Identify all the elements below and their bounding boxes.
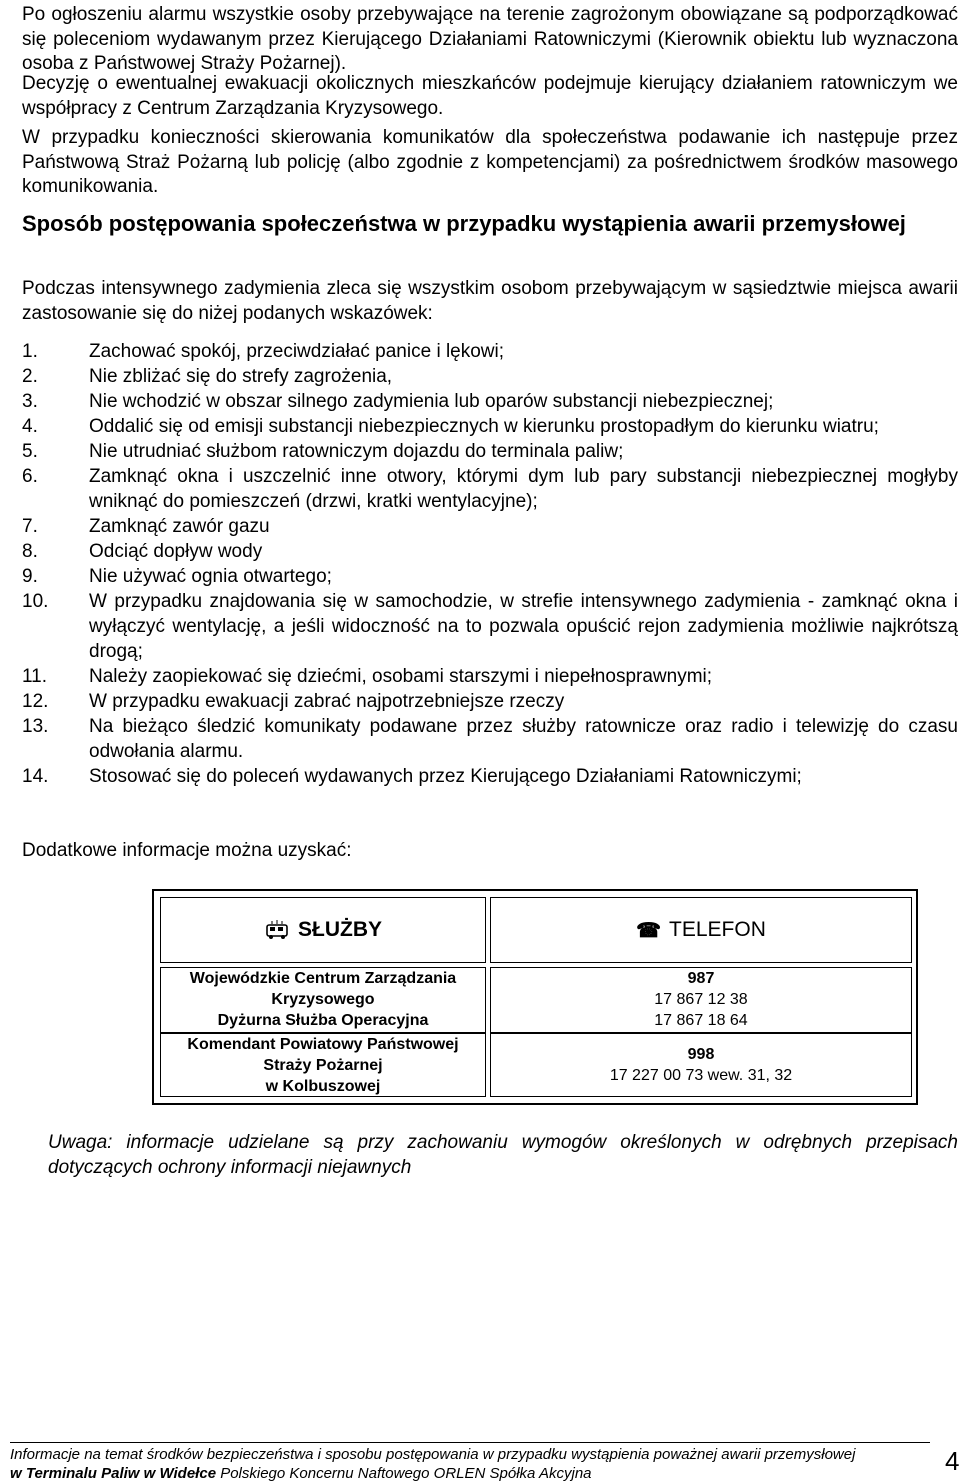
list-item [22, 339, 958, 364]
paragraph-alarm: Po ogłoszeniu alarmu wszystkie osoby przebywające na terenie zagrożonym obowiązane są podporządkować się poleceniom wydawanym przez Kierującego Działaniami Ratowniczymi (Kierownik obiektu lub wyznaczona osoba z Państwowej Straży Pożarnej). [22, 4, 958, 74]
list-item-text: Nie utrudniać służbom ratowniczym dojazdu do terminala paliw; [89, 441, 624, 462]
service-cell-1 [160, 967, 486, 1033]
list-item [22, 664, 958, 689]
list-item-number: 1. [22, 341, 38, 362]
section-intro: Podczas intensywnego zadymienia zleca się wszystkim osobom przebywającym w sąsiedztwie miejsca awarii zastosowanie się do niżej podanych wskazówek: [22, 278, 958, 324]
list-item [22, 364, 958, 389]
footer-line-1: Informacje na temat środków bezpieczeństwa i sposobu postępowania w przypadku wystąpienia poważnej awarii przemysłowej [10, 1446, 856, 1463]
service-1-line-2: Kryzysowego [271, 991, 375, 1008]
list-item [22, 514, 958, 539]
paragraph-evacuation: Decyzję o ewentualnej ewakuacji okolicznych mieszkańców podejmuje kierujący działaniem ratowniczym we współpracy z Centrum Zarządzania Kryzysowego. [22, 73, 958, 119]
list-item [22, 764, 958, 789]
phone-2-line-1: 998 [687, 1046, 715, 1063]
service-cell-2 [160, 1033, 486, 1097]
list-item-number: 5. [22, 441, 38, 462]
service-2-line-2: Straży Pożarnej [263, 1057, 383, 1074]
list-item [22, 564, 958, 589]
list-item [22, 689, 958, 714]
list-item-text: Odciąć dopływ wody [89, 541, 263, 562]
phone-header-cell [490, 897, 912, 963]
list-item-text: Stosować się do poleceń wydawanych przez Kierującego Działaniami Ratowniczymi; [89, 766, 802, 787]
section-heading: Sposób postępowania społeczeństwa w przypadku wystąpienia awarii przemysłowej [22, 211, 906, 236]
list-item-text: Zamknąć okna i uszczelnić inne otwory, którymi dym lub pary substancji niebezpiecznej mogłyby wniknąć do pomieszczeń (drzwi, kratki wentylacyjne); [89, 466, 958, 512]
list-item-text: Zamknąć zawór gazu [89, 516, 270, 537]
list-item-text: W przypadku ewakuacji zabrać najpotrzebniejsze rzeczy [89, 691, 565, 712]
list-item-number: 4. [22, 416, 38, 437]
page-footer [10, 1445, 855, 1483]
list-item-number: 14. [22, 766, 49, 787]
phone-cell-2 [490, 1033, 912, 1097]
list-item-text: Na bieżąco śledzić komunikaty podawane przez służby ratownicze oraz radio i telewizję do czasu odwołania alarmu. [89, 716, 958, 762]
list-item [22, 589, 958, 664]
list-item-number: 13. [22, 716, 49, 737]
list-item-number: 2. [22, 366, 38, 387]
phone-2-line-2: 17 227 00 73 wew. 31, 32 [609, 1067, 793, 1084]
page-number: 4 [945, 1446, 960, 1476]
list-item-number: 8. [22, 541, 38, 562]
list-item-text: Nie wchodzić w obszar silnego zadymienia lub oparów substancji niebezpiecznej; [89, 391, 774, 412]
instruction-list [22, 339, 958, 789]
list-item-number: 7. [22, 516, 38, 537]
list-item-text: Zachować spokój, przeciwdziałać panice i lękowi; [89, 341, 505, 362]
list-item-number: 3. [22, 391, 38, 412]
list-item-text: Oddalić się od emisji substancji niebezpiecznych w kierunku prostopadłym do kierunku wiatru; [89, 416, 879, 437]
services-header: SŁUŻBY [298, 918, 382, 941]
list-item-number: 6. [22, 466, 38, 487]
confidentiality-note: Uwaga: informacje udzielane są przy zachowaniu wymogów określonych w odrębnych przepisach dotyczących ochrony informacji niejawnych [48, 1132, 958, 1178]
service-2-line-1: Komendant Powiatowy Państwowej [187, 1036, 459, 1053]
contact-table [152, 889, 918, 1105]
list-item-text: W przypadku znajdowania się w samochodzie, w strefie intensywnego zadymienia - zamknąć okna i wyłączyć wentylację, a jeśli widoczność na to pozwala opuścić rejon zadymienia możliwie najkrótszą drogą; [89, 591, 958, 662]
list-item [22, 389, 958, 414]
phone-1-line-1: 987 [687, 970, 715, 987]
service-1-line-1: Wojewódzkie Centrum Zarządzania [189, 970, 457, 987]
list-item-number: 10. [22, 591, 49, 612]
phone-1-line-2: 17 867 12 38 [654, 991, 748, 1008]
list-item [22, 439, 958, 464]
list-item-number: 12. [22, 691, 49, 712]
footer-divider [10, 1442, 930, 1443]
list-item [22, 414, 958, 439]
list-item [22, 714, 958, 764]
footer-terminal-name: w Terminalu Paliw w Widełce [10, 1465, 217, 1482]
list-item-text: Nie używać ognia otwartego; [89, 566, 332, 587]
list-item-number: 9. [22, 566, 38, 587]
more-info-label: Dodatkowe informacje można uzyskać: [22, 840, 352, 861]
service-1-line-3: Dyżurna Służba Operacyjna [217, 1012, 429, 1029]
phone-header: TELEFON [669, 918, 766, 941]
list-item-text: Nie zbliżać się do strefy zagrożenia, [89, 366, 393, 387]
list-item [22, 539, 958, 564]
paragraph-communication: W przypadku konieczności skierowania komunikatów dla społeczeństwa podawanie ich następuje przez Państwową Straż Pożarną lub policję (albo zgodnie z kompetencjami) za pośrednictwem środków masowego komunikowania. [22, 127, 958, 197]
service-2-line-3: w Kolbuszowej [265, 1078, 381, 1095]
services-header-cell [160, 897, 486, 963]
phone-icon: ☎ [636, 919, 662, 942]
ambulance-icon [264, 919, 290, 941]
list-item [22, 464, 958, 514]
phone-cell-1 [490, 967, 912, 1033]
list-item-number: 11. [22, 666, 48, 687]
phone-1-line-3: 17 867 18 64 [654, 1012, 748, 1029]
list-item-text: Należy zaopiekować się dziećmi, osobami starszymi i niepełnosprawnymi; [89, 666, 713, 687]
footer-company: Polskiego Koncernu Naftowego ORLEN Spółka Akcyjna [216, 1465, 592, 1482]
